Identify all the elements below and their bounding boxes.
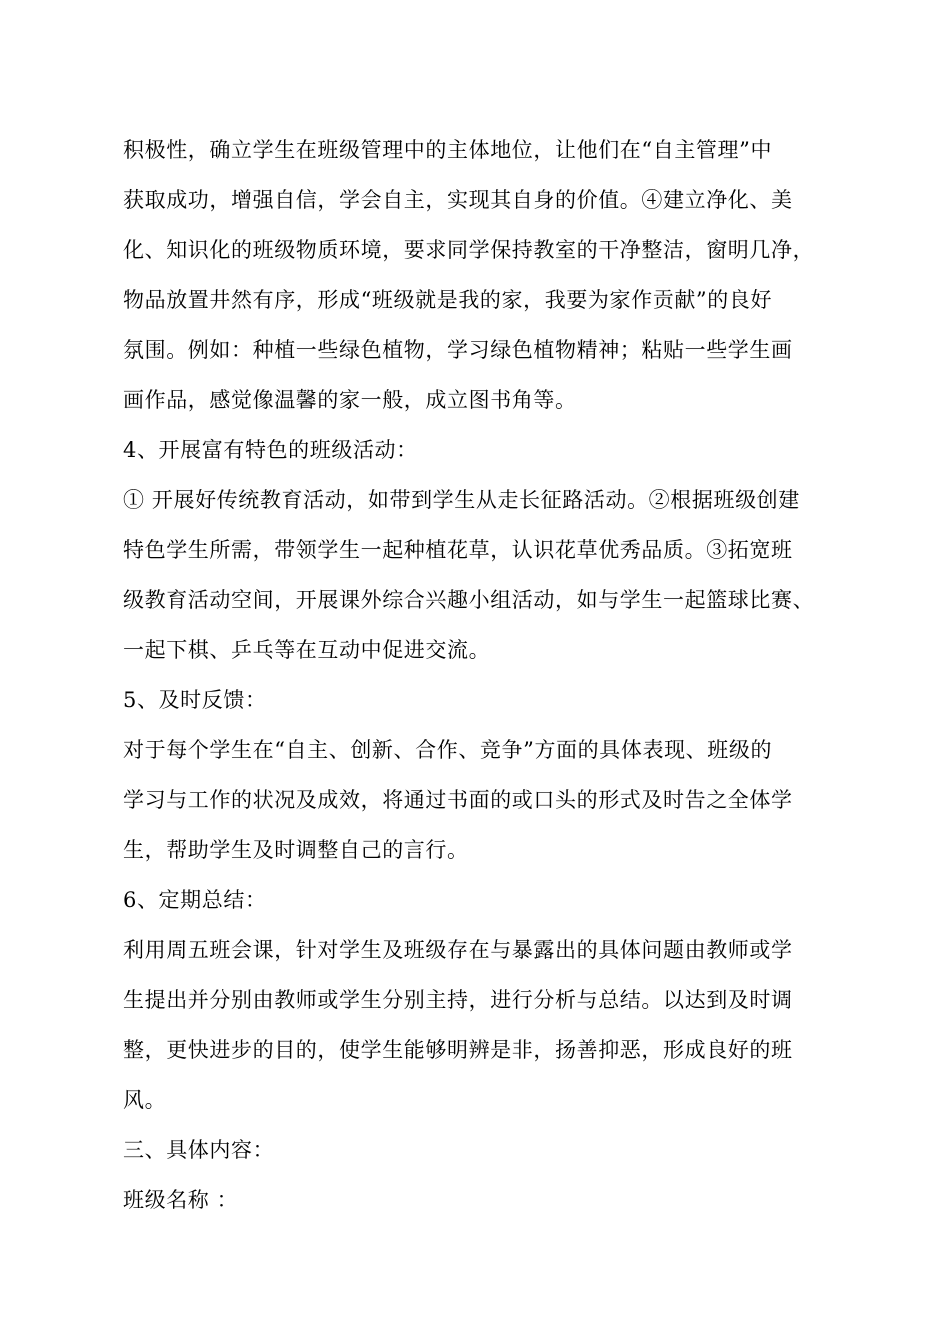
text-line: 特色学生所需，带领学生一起种植花草，认识花草优秀品质。③拓宽班 (123, 538, 793, 562)
text-line: 一起下棋、乒乓等在互动中促进交流。 (123, 638, 491, 662)
text-line: 氛围。例如：种植一些绿色植物，学习绿色植物精神；粘贴一些学生画 (123, 338, 793, 362)
text-line: 积极性，确立学生在班级管理中的主体地位，让他们在“自主管理”中 (123, 138, 773, 162)
text-line: 画作品，感觉像温馨的家一般，成立图书角等。 (123, 388, 577, 412)
class-name-label: 班级名称 ： (123, 1188, 239, 1212)
text-line: 化、知识化的班级物质环境，要求同学保持教室的干净整洁，窗明几净， (123, 238, 815, 262)
section-heading: 6、定期总结： (123, 888, 267, 912)
text-line: 学习与工作的状况及成效，将通过书面的或口头的形式及时告之全体学 (123, 788, 793, 812)
text-line: 物品放置井然有序，形成“班级就是我的家，我要为家作贡献”的良好 (123, 288, 773, 312)
section-heading: 三、具体内容： (123, 1138, 275, 1162)
text-line: 风。 (123, 1088, 167, 1112)
section-heading: 4、开展富有特色的班级活动： (123, 438, 418, 462)
text-line: 对于每个学生在“自主、创新、合作、竞争”方面的具体表现、班级的 (123, 738, 773, 762)
text-line: 级教育活动空间，开展课外综合兴趣小组活动，如与学生一起篮球比赛、 (123, 588, 815, 612)
text-line: 整，更快进步的目的，使学生能够明辨是非，扬善抑恶，形成良好的班 (123, 1038, 793, 1062)
text-line: 生，帮助学生及时调整自己的言行。 (123, 838, 469, 862)
text-line: 利用周五班会课，针对学生及班级存在与暴露出的具体问题由教师或学 (123, 938, 793, 962)
text-line: 获取成功，增强自信，学会自主，实现其自身的价值。④建立净化、美 (123, 188, 793, 212)
section-heading: 5、及时反馈： (123, 688, 267, 712)
text-line: 生提出并分别由教师或学生分别主持，进行分析与总结。以达到及时调 (123, 988, 793, 1012)
text-line: ① 开展好传统教育活动，如带到学生从走长征路活动。②根据班级创建 (123, 488, 800, 512)
